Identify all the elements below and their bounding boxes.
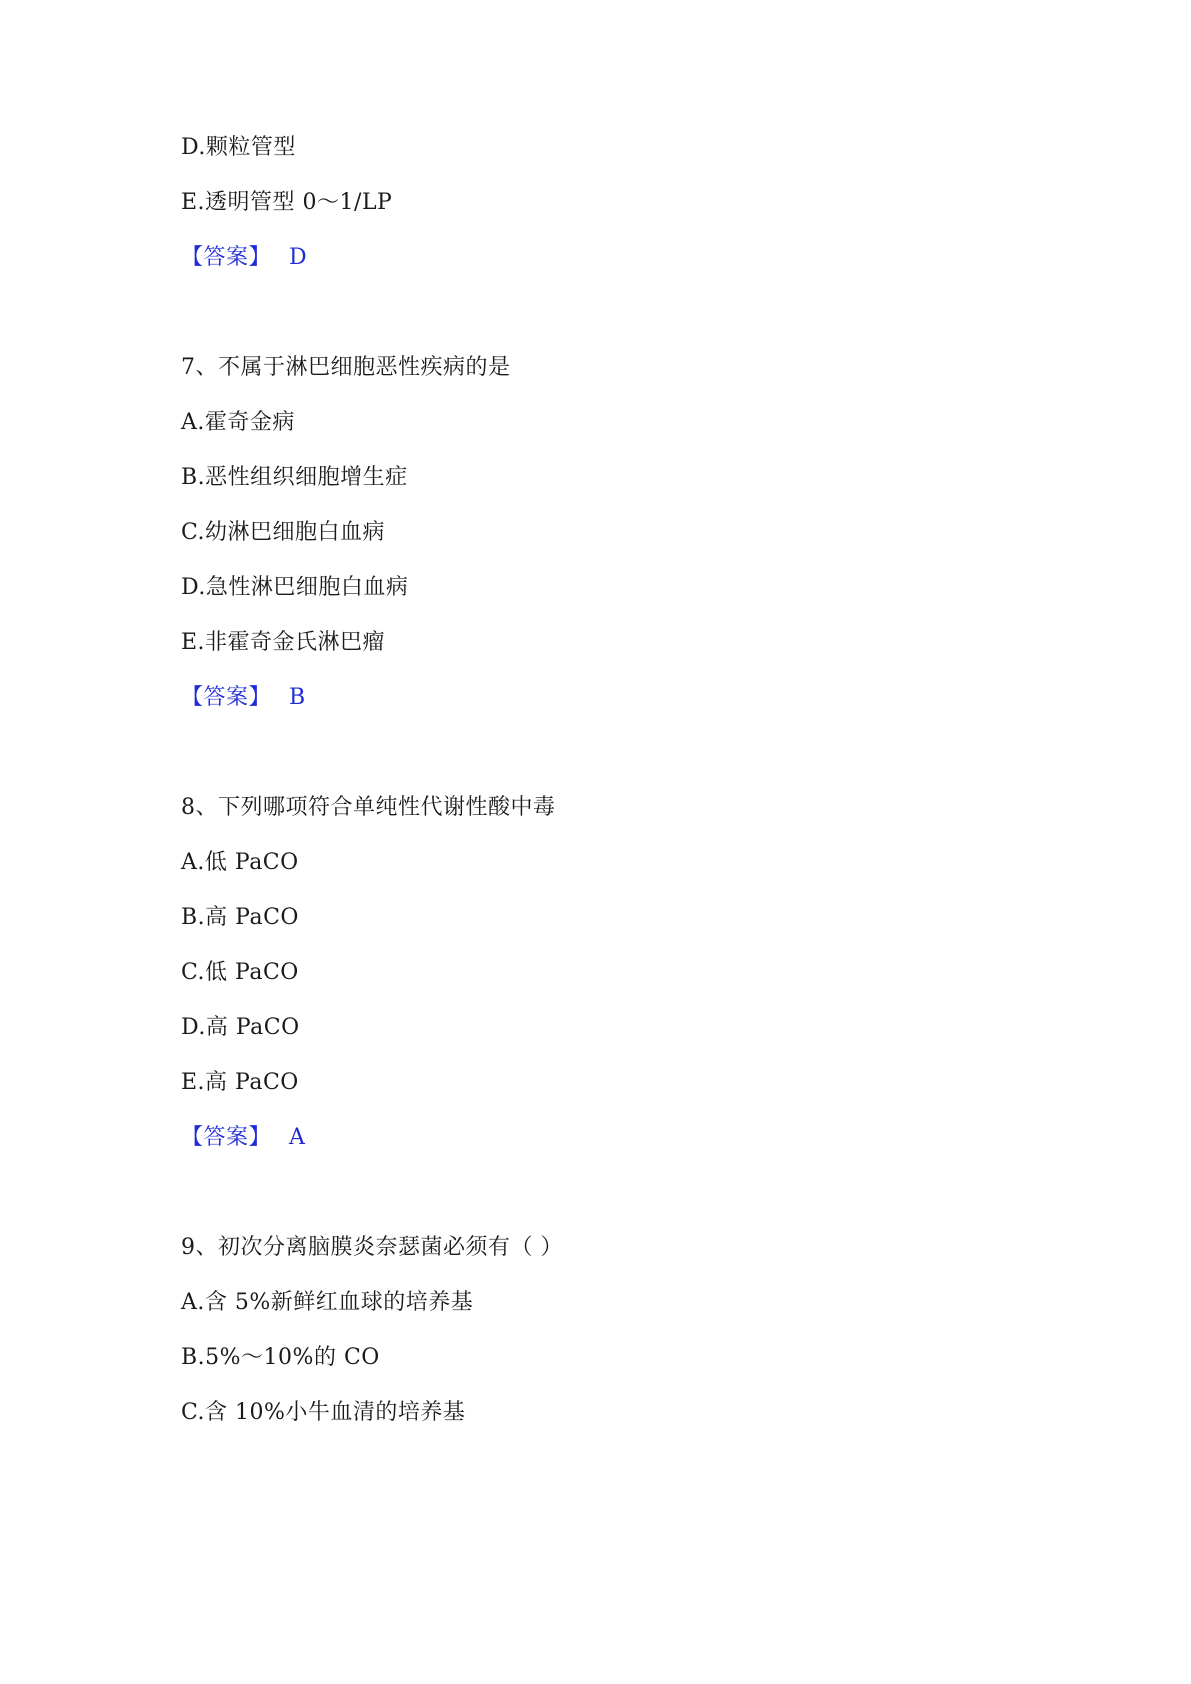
q7-answer-label: 【答案】 [181, 685, 272, 710]
q7-option-c: C.幼淋巴细胞白血病 [181, 520, 386, 545]
q8-option-d: D.高 PaCO [181, 1015, 300, 1040]
q8-question: 8、下列哪项符合单纯性代谢性酸中毒 [181, 795, 556, 820]
q9-question: 9、初次分离脑膜炎奈瑟菌必须有（ ） [181, 1235, 563, 1260]
q8-answer-value: A [289, 1125, 306, 1150]
q6-answer-value: D [289, 245, 308, 270]
q6-answer-label: 【答案】 [181, 245, 272, 270]
q6-option-d: D.颗粒管型 [181, 135, 296, 160]
q7-answer-value: B [289, 685, 306, 710]
q6-option-e: E.透明管型 0～1/LP [181, 190, 393, 215]
q6-answer [181, 243, 307, 273]
q9-option-c: C.含 10%小牛血清的培养基 [181, 1400, 466, 1425]
q8-answer [181, 1123, 305, 1153]
q8-option-a: A.低 PaCO [181, 850, 299, 875]
q7-option-d: D.急性淋巴细胞白血病 [181, 575, 409, 600]
q7-answer [181, 683, 306, 713]
q7-option-a: A.霍奇金病 [181, 410, 295, 435]
q8-option-e: E.高 PaCO [181, 1070, 299, 1095]
q8-option-b: B.高 PaCO [181, 905, 299, 930]
q9-option-a: A.含 5%新鲜红血球的培养基 [181, 1290, 474, 1315]
q7-option-b: B.恶性组织细胞增生症 [181, 465, 408, 490]
q9-option-b: B.5%～10%的 CO [181, 1345, 380, 1370]
q8-answer-label: 【答案】 [181, 1125, 272, 1150]
q7-question: 7、不属于淋巴细胞恶性疾病的是 [181, 355, 511, 380]
q8-option-c: C.低 PaCO [181, 960, 299, 985]
q7-option-e: E.非霍奇金氏淋巴瘤 [181, 630, 386, 655]
